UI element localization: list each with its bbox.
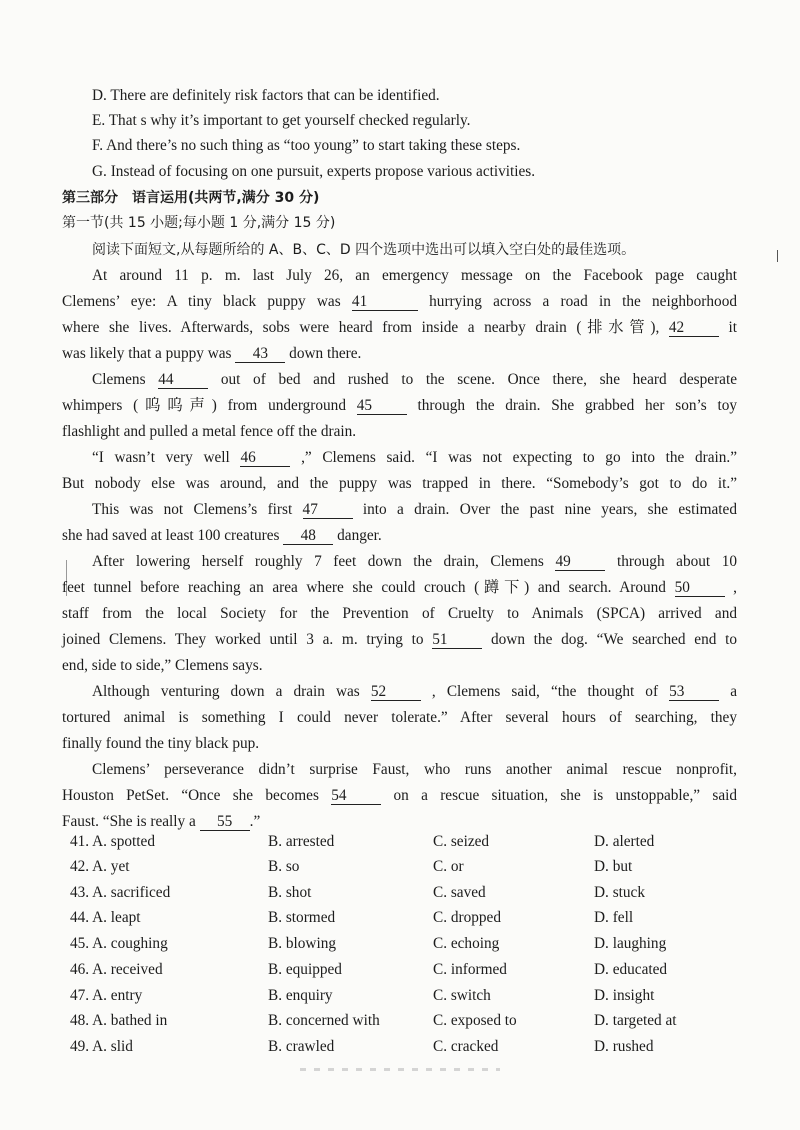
- passage-line: This was not Clemens’s first 47 into a drain. Over the past nine years, she estimated: [92, 501, 737, 518]
- option-f: F. And there’s no such thing as “too young” to start taking these steps.: [92, 137, 521, 154]
- choice-c: C. saved: [433, 884, 486, 901]
- question-row-41: [0, 832, 800, 854]
- choice-d: D. laughing: [594, 935, 667, 952]
- blank-53: 53: [669, 683, 719, 701]
- blank-48: 48: [283, 527, 333, 545]
- choice-d: D. insight: [594, 987, 655, 1004]
- choice-b: B. concerned with: [268, 1012, 380, 1029]
- passage-line: Clemens’ perseverance didn’t surprise Faust, who runs another animal rescue nonprofit,: [92, 761, 737, 778]
- choice-b: B. blowing: [268, 935, 336, 952]
- choice-b: B. arrested: [268, 833, 335, 850]
- passage-line: staff from the local Society for the Prevention of Cruelty to Animals (SPCA) arrived and: [62, 605, 737, 622]
- passage-line: Clemens 44 out of bed and rushed to the scene. Once there, she heard desperate: [92, 371, 738, 388]
- choice-d: D. educated: [594, 961, 668, 978]
- choice-d: D. targeted at: [594, 1012, 677, 1029]
- passage-line: Although venturing down a drain was 52 , Clemens said, “the thought of 53 a: [92, 683, 738, 700]
- choice-a: 43. A. sacrificed: [70, 884, 171, 901]
- blank-50: 50: [675, 579, 725, 597]
- choice-c: C. cracked: [433, 1038, 499, 1055]
- passage-line: “I wasn’t very well 46 ,” Clemens said. “I was not expecting to go into the drain.”: [92, 449, 738, 466]
- section-title: 第三部分 语言运用(共两节,满分 30 分): [62, 190, 320, 206]
- option-e: E. That s why it’s important to get yourself checked regularly.: [92, 112, 471, 129]
- question-row-49: [0, 1037, 800, 1059]
- choice-a: 45. A. coughing: [70, 935, 168, 952]
- blank-44: 44: [158, 371, 208, 389]
- blank-52: 52: [371, 683, 421, 701]
- passage-line: finally found the tiny black pup.: [62, 735, 260, 752]
- choice-b: B. enquiry: [268, 987, 333, 1004]
- blank-42: 42: [669, 319, 719, 337]
- blank-45: 45: [357, 397, 407, 415]
- passage-line: she had saved at least 100 creatures 48 danger.: [62, 527, 382, 544]
- choice-a: 49. A. slid: [70, 1038, 133, 1055]
- choice-b: B. equipped: [268, 961, 342, 978]
- choice-a: 44. A. leapt: [70, 909, 141, 926]
- choice-b: B. crawled: [268, 1038, 335, 1055]
- question-row-46: [0, 960, 800, 982]
- choice-c: C. dropped: [433, 909, 501, 926]
- passage-line: joined Clemens. They worked until 3 a. m. trying to 51 down the dog. “We searched end to: [62, 631, 737, 648]
- passage-line: tortured animal is something I could never tolerate.” After several hours of searching, they: [62, 709, 737, 726]
- option-g: G. Instead of focusing on one pursuit, experts propose various activities.: [92, 163, 536, 180]
- option-d: D. There are definitely risk factors that can be identified.: [92, 87, 440, 104]
- blank-41: 41: [352, 293, 418, 311]
- passage-line: flashlight and pulled a metal fence off the drain.: [62, 423, 357, 440]
- blank-54: 54: [331, 787, 381, 805]
- passage-line: where she lives. Afterwards, sobs were heard from inside a nearby drain (排水管), 42 it: [62, 319, 737, 336]
- passage-line: But nobody else was around, and the puppy was trapped in there. “Somebody’s got to do it.”: [62, 475, 737, 492]
- choice-d: D. stuck: [594, 884, 645, 901]
- choice-a: 48. A. bathed in: [70, 1012, 168, 1029]
- choice-c: C. exposed to: [433, 1012, 517, 1029]
- section-instruction: 阅读下面短文,从每题所给的 A、B、C、D 四个选项中选出可以填入空白处的最佳选项。: [92, 242, 636, 258]
- passage-line: Faust. “She is really a 55 .”: [62, 813, 261, 830]
- question-row-43: [0, 883, 800, 905]
- passage-line: whimpers (呜呜声) from underground 45 through the drain. She grabbed her son’s toy: [62, 397, 737, 414]
- choice-c: C. informed: [433, 961, 507, 978]
- choice-b: B. stormed: [268, 909, 336, 926]
- margin-mark: [777, 250, 778, 262]
- passage-line: was likely that a puppy was 43 down there.: [62, 345, 362, 362]
- choice-a: 41. A. spotted: [70, 833, 155, 850]
- choice-a: 47. A. entry: [70, 987, 143, 1004]
- scan-artifact: [300, 1068, 500, 1071]
- blank-49: 49: [555, 553, 605, 571]
- question-row-44: [0, 908, 800, 930]
- question-row-47: [0, 986, 800, 1008]
- blank-55: 55: [200, 813, 250, 831]
- passage-line: Clemens’ eye: A tiny black puppy was 41 hurrying across a road in the neighborhood: [62, 293, 737, 310]
- passage-line: feet tunnel before reaching an area where she could crouch (蹲下) and search. Around 50 ,: [62, 579, 737, 596]
- choice-c: C. seized: [433, 833, 490, 850]
- choice-c: C. switch: [433, 987, 491, 1004]
- passage-line: After lowering herself roughly 7 feet down the drain, Clemens 49 through about 10: [92, 553, 737, 570]
- passage-line: end, side to side,” Clemens says.: [62, 657, 263, 674]
- choice-b: B. shot: [268, 884, 312, 901]
- choice-c: C. or: [433, 858, 464, 875]
- choice-c: C. echoing: [433, 935, 500, 952]
- blank-46: 46: [240, 449, 290, 467]
- choice-a: 42. A. yet: [70, 858, 130, 875]
- passage-line: At around 11 p. m. last July 26, an emergency message on the Facebook page caught: [92, 267, 737, 284]
- question-row-48: [0, 1011, 800, 1033]
- blank-43: 43: [235, 345, 285, 363]
- blank-47: 47: [303, 501, 353, 519]
- section-subtitle: 第一节(共 15 小题;每小题 1 分,满分 15 分): [62, 215, 336, 231]
- choice-a: 46. A. received: [70, 961, 163, 978]
- choice-d: D. alerted: [594, 833, 655, 850]
- passage-line: Houston PetSet. “Once she becomes 54 on a rescue situation, she is unstoppable,” said: [62, 787, 738, 804]
- choice-d: D. but: [594, 858, 633, 875]
- question-row-42: [0, 857, 800, 879]
- choice-b: B. so: [268, 858, 300, 875]
- choice-d: D. fell: [594, 909, 634, 926]
- question-row-45: [0, 934, 800, 956]
- choice-d: D. rushed: [594, 1038, 654, 1055]
- blank-51: 51: [432, 631, 482, 649]
